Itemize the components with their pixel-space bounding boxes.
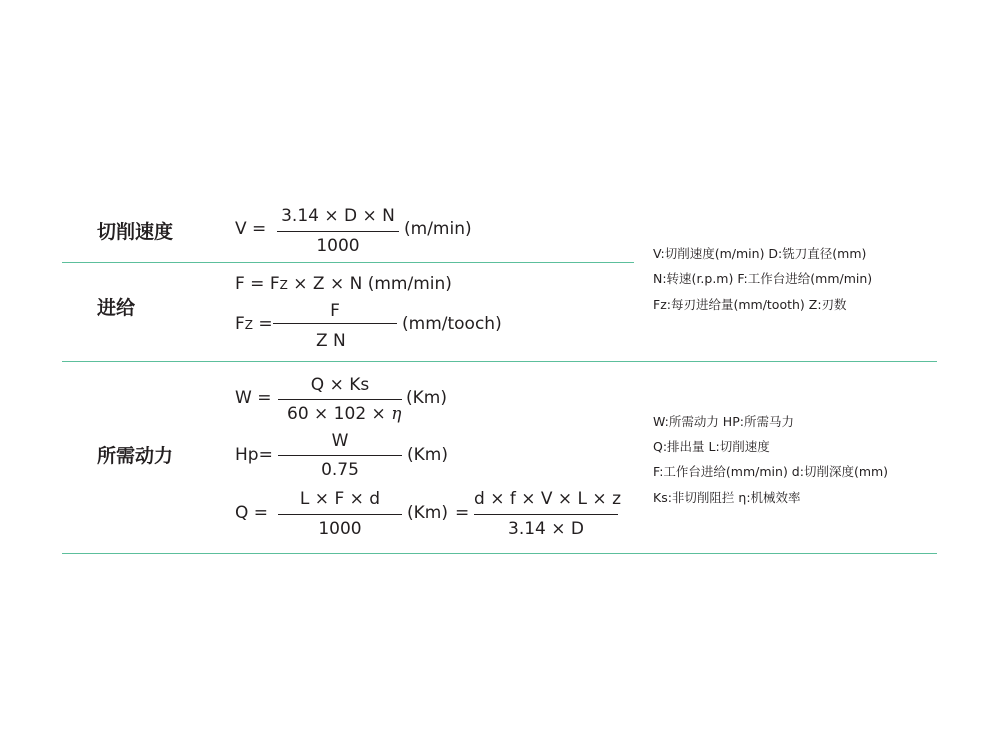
formula-v-numerator: 3.14 × D × N	[281, 206, 395, 226]
formula-v-lhs: V =	[235, 219, 267, 239]
formula-hp-fraction-bar	[278, 455, 402, 456]
formula-f1-fz: FZ	[269, 274, 288, 294]
formula-f2-lhs: FZ =	[235, 314, 273, 334]
formula-q-equals: =	[455, 503, 470, 523]
note-line: W:所需动力 HP:所需马力	[653, 414, 794, 429]
formula-w-numerator: Q × Ks	[310, 375, 370, 395]
formula-q-denominator: 1000	[318, 519, 362, 539]
formula-f2-unit: (mm/tooch)	[402, 314, 502, 334]
formula-f2-numerator: F	[330, 301, 340, 321]
note-line: N:转速(r.p.m) F:工作台进给(mm/min)	[653, 271, 873, 286]
formula-v-unit: (m/min)	[404, 219, 472, 239]
formula-v-denominator: 1000	[316, 236, 360, 256]
formula-q2-numerator: d × f × V × L × z	[474, 489, 622, 509]
formula-q-unit: (Km)	[407, 503, 448, 523]
section-title-feed: 进给	[97, 297, 136, 319]
divider-cutting-speed	[62, 262, 634, 263]
formula-hp-numerator: W	[331, 431, 349, 451]
formula-q2-fraction-bar	[474, 514, 618, 515]
divider-power	[62, 553, 937, 554]
note-line: Ks:非切削阻拦 η:机械效率	[653, 490, 801, 505]
formula-f1-lhs: F =	[235, 274, 265, 294]
formula-f2-fraction-bar	[273, 323, 397, 324]
formula-q2-denominator: 3.14 × D	[508, 519, 584, 539]
formula-q-numerator: L × F × d	[299, 489, 381, 509]
note-line: Q:排出量 L:切削速度	[653, 439, 770, 454]
formula-w-lhs: W =	[235, 388, 272, 408]
formula-hp-lhs: Hp=	[235, 445, 273, 465]
formula-feed-rate	[235, 276, 452, 293]
eta-symbol: η	[391, 404, 402, 424]
formula-f1-rest: × Z × N (mm/min)	[293, 274, 452, 294]
formula-q-fraction-bar	[278, 514, 402, 515]
formula-hp-denominator: 0.75	[321, 460, 359, 480]
note-line: Fz:每刃进给量(mm/tooth) Z:刃数	[653, 297, 847, 312]
section-title-cutting-speed: 切削速度	[97, 221, 174, 243]
formula-q-lhs: Q =	[235, 503, 269, 523]
formula-f2-denominator: Z N	[316, 331, 346, 351]
note-line: F:工作台进给(mm/min) d:切削深度(mm)	[653, 464, 889, 479]
section-title-power: 所需动力	[97, 445, 174, 467]
formula-hp-unit: (Km)	[407, 445, 448, 465]
formula-v-fraction-bar	[277, 231, 399, 232]
formula-w-denominator: 60 × 102 × η	[287, 404, 402, 424]
formula-w-unit: (Km)	[406, 388, 447, 408]
formula-w-fraction-bar	[278, 399, 402, 400]
note-line: V:切削速度(m/min) D:铣刀直径(mm)	[653, 246, 867, 261]
divider-feed	[62, 361, 937, 362]
